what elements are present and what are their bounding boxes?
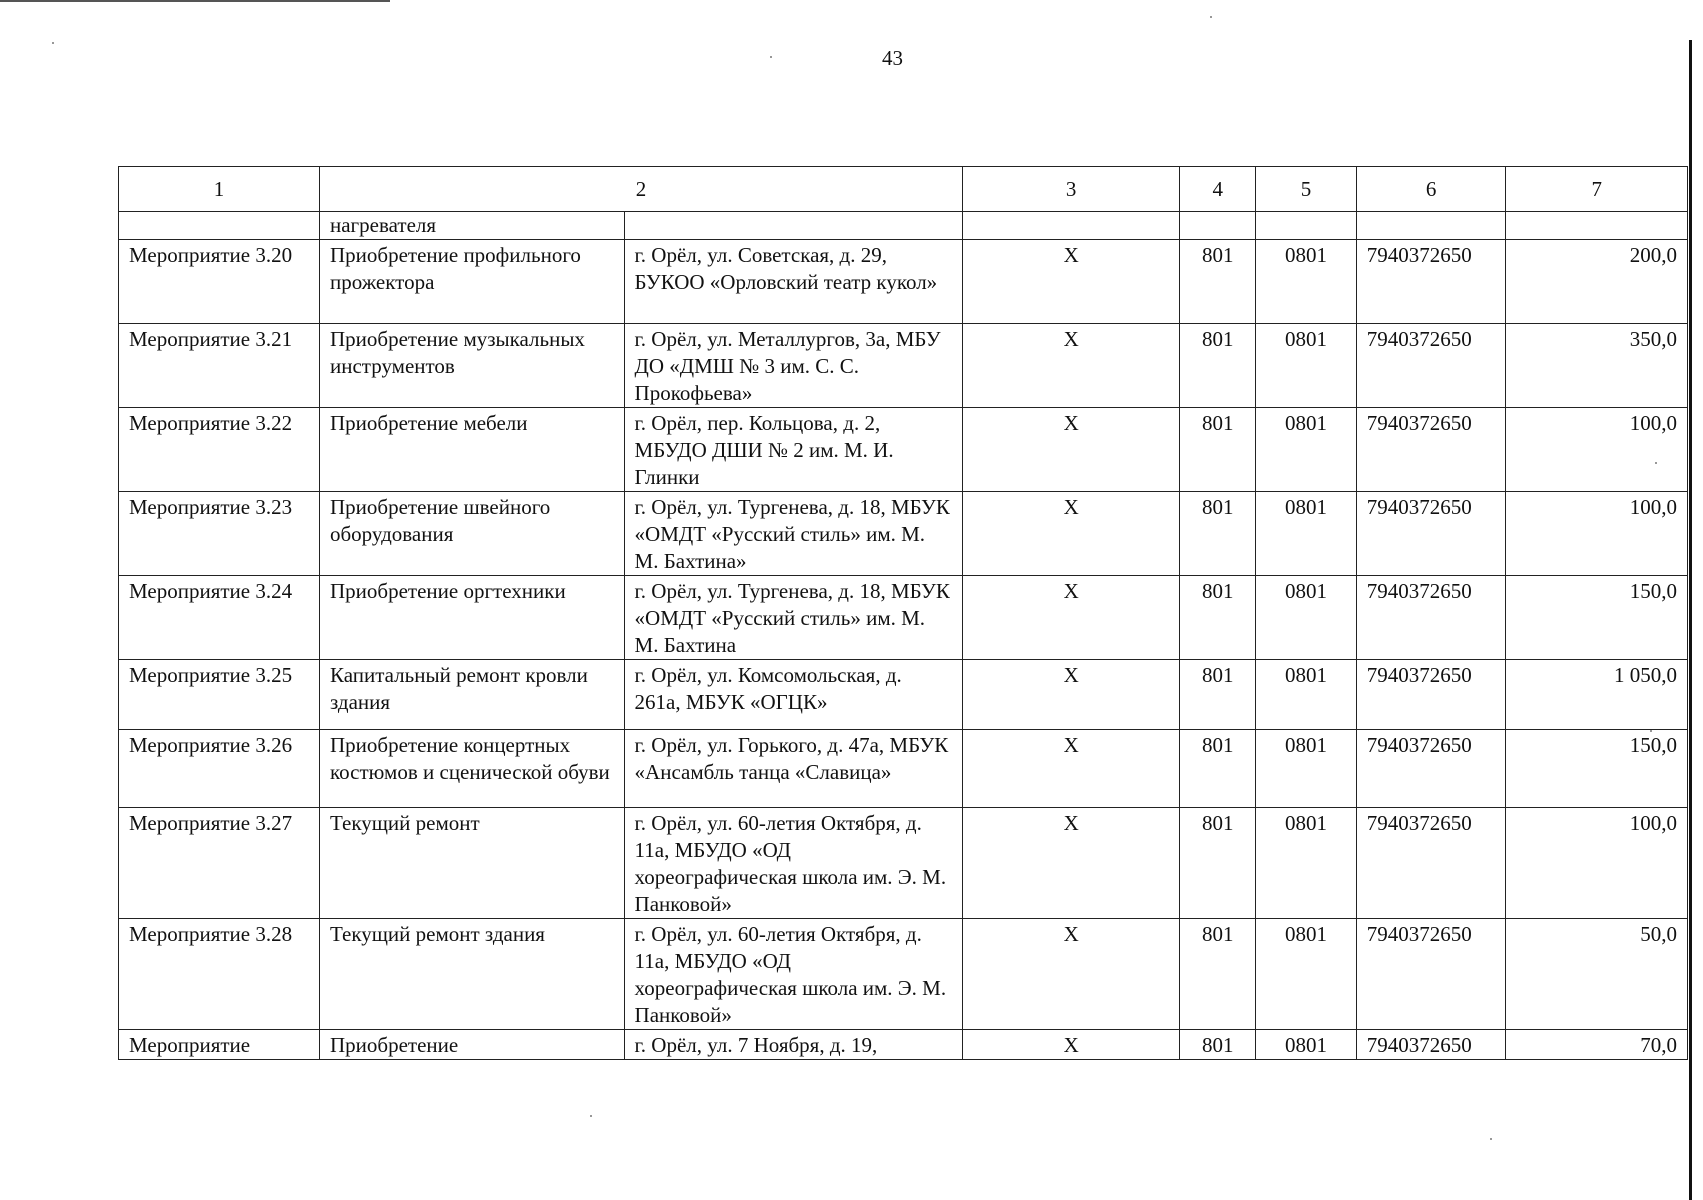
header-cell: 2: [319, 167, 962, 212]
table-cell-event: Мероприятие 3.27: [119, 808, 320, 919]
table-cell-address: г. Орёл, пер. Кольцова, д. 2, МБУДО ДШИ № 2 им. М. И. Глинки: [624, 408, 962, 492]
table-cell-col7: 70,0: [1506, 1030, 1688, 1060]
table-cell-name: Текущий ремонт здания: [319, 919, 624, 1030]
table-cell-col6: 7940372650: [1356, 660, 1506, 730]
table-row: [119, 808, 1688, 919]
table-row: [119, 240, 1688, 324]
table-cell-col4: 801: [1180, 408, 1256, 492]
table-cell-address: г. Орёл, ул. Тургенева, д. 18, МБУК «ОМДТ «Русский стиль» им. М. М. Бахтина: [624, 576, 962, 660]
scan-edge-line: [1689, 40, 1692, 1200]
table-row: [119, 730, 1688, 808]
table-cell-col5: 0801: [1256, 492, 1356, 576]
table-cell-col6: 7940372650: [1356, 1030, 1506, 1060]
table-header-row: [119, 167, 1688, 212]
table-cell-col3: Х: [962, 576, 1179, 660]
table-row: [119, 324, 1688, 408]
table-cell-col6: 7940372650: [1356, 730, 1506, 808]
table-cell-name: Приобретение концертных костюмов и сценической обуви: [319, 730, 624, 808]
table-row: [119, 492, 1688, 576]
table-cell-col4: 801: [1180, 492, 1256, 576]
table-cell-event: Мероприятие 3.24: [119, 576, 320, 660]
table-cell-col6: 7940372650: [1356, 324, 1506, 408]
table-cell-address: г. Орёл, ул. Тургенева, д. 18, МБУК «ОМДТ «Русский стиль» им. М. М. Бахтина»: [624, 492, 962, 576]
scan-speck: [52, 42, 54, 44]
table-cell-name: Приобретение швейного оборудования: [319, 492, 624, 576]
table-row: [119, 1030, 1688, 1060]
table-row: [119, 660, 1688, 730]
budget-table: [118, 166, 1688, 1060]
table-cell-col4: 801: [1180, 576, 1256, 660]
table-cell-address: г. Орёл, ул. Комсомольская, д. 261а, МБУК «ОГЦК»: [624, 660, 962, 730]
table-row: [119, 212, 1688, 240]
table-cell-col7: 150,0: [1506, 730, 1688, 808]
table-cell: [624, 212, 962, 240]
table-cell-col5: 0801: [1256, 576, 1356, 660]
table-cell-col7: 1 050,0: [1506, 660, 1688, 730]
table-cell-col5: 0801: [1256, 1030, 1356, 1060]
table-cell-col6: 7940372650: [1356, 919, 1506, 1030]
table-cell-event: Мероприятие 3.22: [119, 408, 320, 492]
table-cell-col4: 801: [1180, 660, 1256, 730]
table-cell-address: г. Орёл, ул. 60-летия Октября, д. 11а, МБУДО «ОД хореографическая школа им. Э. М. Панковой»: [624, 808, 962, 919]
table-cell: [1506, 212, 1688, 240]
page-number: 43: [882, 46, 903, 70]
table-cell-col3: Х: [962, 240, 1179, 324]
table-cell-col3: Х: [962, 408, 1179, 492]
table-cell-col6: 7940372650: [1356, 492, 1506, 576]
table-cell-col3: Х: [962, 324, 1179, 408]
table-cell-col4: 801: [1180, 324, 1256, 408]
table-cell-col5: 0801: [1256, 408, 1356, 492]
table-cell-col5: 0801: [1256, 919, 1356, 1030]
table-cell-col4: 801: [1180, 808, 1256, 919]
table-cell-col6: 7940372650: [1356, 808, 1506, 919]
table-cell-event: Мероприятие 3.26: [119, 730, 320, 808]
table-cell-name: Приобретение профильного прожектора: [319, 240, 624, 324]
table-cell-col4: 801: [1180, 730, 1256, 808]
table-cell-name: Приобретение мебели: [319, 408, 624, 492]
table-cell-col6: 7940372650: [1356, 576, 1506, 660]
table-cell: [1256, 212, 1356, 240]
table-cell-col3: Х: [962, 919, 1179, 1030]
table-cell-col5: 0801: [1256, 660, 1356, 730]
table-cell-col3: Х: [962, 808, 1179, 919]
header-cell: 6: [1356, 167, 1506, 212]
table-cell-col4: 801: [1180, 1030, 1256, 1060]
table-cell-col7: 100,0: [1506, 808, 1688, 919]
table-cell-event: Мероприятие: [119, 1030, 320, 1060]
table-cell-col7: 100,0: [1506, 492, 1688, 576]
header-cell: 5: [1256, 167, 1356, 212]
table-cell: [962, 212, 1179, 240]
table-cell-col3: Х: [962, 1030, 1179, 1060]
table-cell: [1356, 212, 1506, 240]
table-cell-name: Капитальный ремонт кровли здания: [319, 660, 624, 730]
scan-speck: [1210, 16, 1212, 18]
header-cell: 1: [119, 167, 320, 212]
table-cell-col3: Х: [962, 660, 1179, 730]
table-cell-address: г. Орёл, ул. Горького, д. 47а, МБУК «Ансамбль танца «Славица»: [624, 730, 962, 808]
table-cell-col4: 801: [1180, 919, 1256, 1030]
table-row: [119, 576, 1688, 660]
header-cell: 7: [1506, 167, 1688, 212]
table-cell-col7: 50,0: [1506, 919, 1688, 1030]
table-row: [119, 408, 1688, 492]
table-cell-event: Мероприятие 3.21: [119, 324, 320, 408]
table-cell-address: г. Орёл, ул. 7 Ноября, д. 19,: [624, 1030, 962, 1060]
table-cell-col7: 100,0: [1506, 408, 1688, 492]
table-cell-col4: 801: [1180, 240, 1256, 324]
table-cell-event: Мероприятие 3.20: [119, 240, 320, 324]
table-cell-name: Приобретение оргтехники: [319, 576, 624, 660]
header-cell: 4: [1180, 167, 1256, 212]
table-cell-col7: 200,0: [1506, 240, 1688, 324]
table-cell-col7: 350,0: [1506, 324, 1688, 408]
table-cell-address: г. Орёл, ул. Советская, д. 29, БУКОО «Орловский театр кукол»: [624, 240, 962, 324]
table-cell: [119, 212, 320, 240]
table-cell-col5: 0801: [1256, 324, 1356, 408]
table-cell-col7: 150,0: [1506, 576, 1688, 660]
header-cell: 3: [962, 167, 1179, 212]
table-cell-name: нагревателя: [319, 212, 624, 240]
table-cell-col6: 7940372650: [1356, 408, 1506, 492]
table-cell-event: Мероприятие 3.28: [119, 919, 320, 1030]
table-cell-col3: Х: [962, 730, 1179, 808]
table-cell-col6: 7940372650: [1356, 240, 1506, 324]
table-cell-address: г. Орёл, ул. Металлургов, 3а, МБУ ДО «ДМШ № 3 им. С. С. Прокофьева»: [624, 324, 962, 408]
scan-speck: [590, 1115, 592, 1117]
table-cell-col5: 0801: [1256, 240, 1356, 324]
table-cell-col5: 0801: [1256, 730, 1356, 808]
table-cell-event: Мероприятие 3.23: [119, 492, 320, 576]
scan-edge-line: [0, 0, 390, 2]
table-cell-name: Приобретение: [319, 1030, 624, 1060]
table-row: [119, 919, 1688, 1030]
table-body: [119, 240, 1688, 1060]
scan-speck: [1490, 1138, 1492, 1140]
table-cell-name: Приобретение музыкальных инструментов: [319, 324, 624, 408]
table-cell-col5: 0801: [1256, 808, 1356, 919]
table-cell-col3: Х: [962, 492, 1179, 576]
table-cell-name: Текущий ремонт: [319, 808, 624, 919]
table-cell-event: Мероприятие 3.25: [119, 660, 320, 730]
table-cell-address: г. Орёл, ул. 60-летия Октября, д. 11а, МБУДО «ОД хореографическая школа им. Э. М. Панковой»: [624, 919, 962, 1030]
table-cell: [1180, 212, 1256, 240]
